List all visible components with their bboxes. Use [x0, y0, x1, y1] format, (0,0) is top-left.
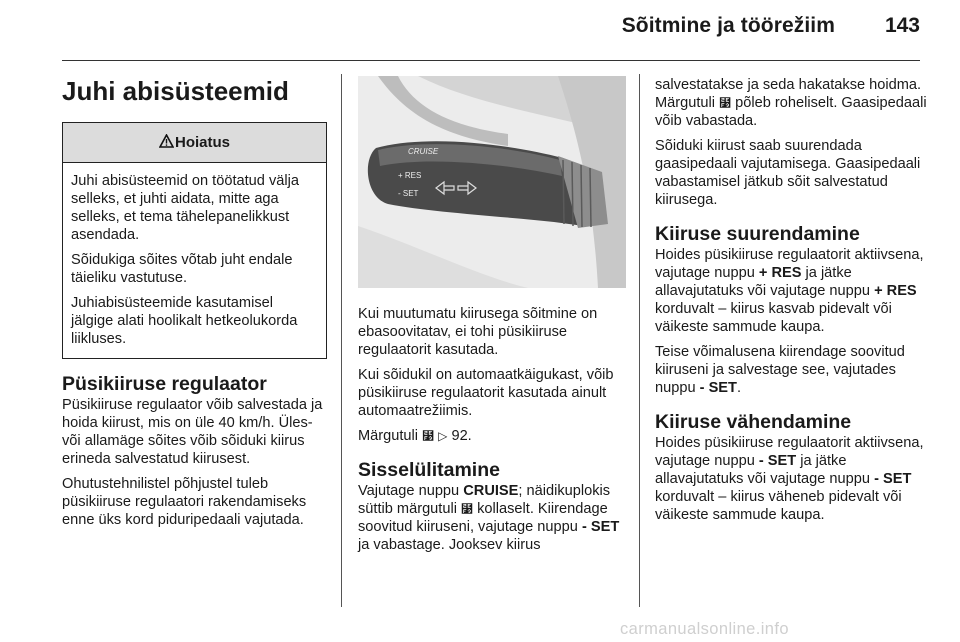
lever-label-cruise: CRUISE — [408, 147, 439, 156]
page-number: 143 — [884, 14, 920, 37]
cruise-paragraph-2: Ohutustehnilistel põhjustel tuleb püsikiiruse regulaatori rakendamiseks enne üks kord piduripedaali vajutada. — [62, 476, 307, 528]
decrease-paragraph: Hoides püsikiiruse regulaatorit aktiivsena, vajutage nuppu - SET ja jätke allavajutatuks või vajutage nuppu - SET korduvalt – kiirus väheneb pidevalt või väikeste sammude kaupa. — [655, 435, 924, 523]
col2-paragraph-3: Märgutuli ⻹ ▷ 92. — [358, 428, 472, 444]
warning-text-3: Juhiabisüsteemide kasutamisel jälgige alati hoolikalt hetkeolukorda liikluses. — [71, 295, 298, 347]
increase-paragraph-2: Teise võimalusena kiirendage soovitud kiiruseni ja salvestage see, vajutades nuppu - SET. — [655, 344, 905, 396]
section-heading-driver-assist: Juhi abisüsteemid — [62, 76, 289, 106]
section-heading-increase-speed: Kiiruse suurendamine — [655, 223, 860, 245]
col3-paragraph-2: Sõiduki kiirust saab suurendada gaasipedaali vajutamisega. Gaasipedaali vabastamisel jätkub sõit salvestatud kiirusega. — [655, 138, 921, 208]
column-divider-left — [341, 74, 342, 607]
column-1 — [62, 74, 327, 536]
warning-text-2: Sõidukiga sõites võtab juht endale täieliku vastutuse. — [71, 252, 293, 286]
column-2 — [358, 76, 626, 561]
lever-label-res: + RES — [398, 171, 422, 180]
set-button-label: - SET — [758, 453, 797, 469]
column-divider-right — [639, 74, 640, 607]
set-button-label: - SET — [581, 519, 620, 535]
warning-triangle-icon — [159, 123, 174, 162]
warning-box — [62, 122, 327, 359]
activation-paragraph: Vajutage nuppu CRUISE; näidikuplokis süttib märgutuli ⻹ kollaselt. Kiirendage soovitud kiiruseni, vajutage nuppu - SET ja vabastage. Jooksev kiirus — [358, 483, 620, 553]
cruise-paragraph-1: Püsikiiruse regulaator võib salvestada ja hoida kiirust, mis on üle 40 km/h. Üles- või allamäge sõites võib sõiduki kiirus erineda salvestatud kiirusest. — [62, 397, 323, 467]
section-heading-cruise-control: Püsikiiruse regulaator — [62, 373, 267, 395]
warning-title: Hoiatus — [174, 134, 230, 151]
res-button-label: + RES — [874, 283, 917, 299]
col2-paragraph-1: Kui muutumatu kiirusega sõitmine on ebasoovitatav, ei tohi püsikiiruse regulaatorit kasutada. — [358, 306, 598, 358]
cruise-control-lamp-icon: ⻹ — [422, 429, 435, 443]
increase-paragraph-1: Hoides püsikiiruse regulaatorit aktiivsena, vajutage nuppu + RES ja jätke allavajutatuks või vajutage nuppu + RES korduvalt – kiirus kasvab pidevalt või väikeste sammude kaupa. — [655, 247, 924, 335]
section-heading-activation: Sisselülitamine — [358, 459, 500, 481]
header-rule — [62, 60, 920, 61]
watermark: carmanualsonline.info — [620, 620, 789, 638]
cruise-control-lever-photo — [358, 76, 626, 288]
cruise-button-label: CRUISE — [463, 483, 519, 499]
section-heading-decrease-speed: Kiiruse vähendamine — [655, 411, 852, 433]
warning-header — [63, 123, 326, 163]
warning-text-1: Juhi abisüsteemid on töötatud välja selleks, et juhti aidata, mitte aga selleks, et tema tähelepanelikkust asendada. — [71, 173, 299, 243]
set-button-label: - SET — [874, 471, 912, 487]
page-reference-arrow-icon[interactable]: ▷ — [438, 429, 448, 443]
set-button-label: - SET — [699, 380, 737, 396]
res-button-label: + RES — [758, 265, 802, 281]
column-3 — [655, 76, 930, 531]
cruise-control-lamp-icon: ⻹ — [719, 96, 732, 110]
lever-label-set: - SET — [398, 189, 419, 198]
cruise-control-lamp-icon: ⻹ — [461, 502, 474, 516]
header-title: Sõitmine ja töörežiim — [621, 14, 835, 37]
col3-paragraph-1: salvestatakse ja seda hakatakse hoidma. Märgutuli ⻹ põleb roheliselt. Gaasipedaali võib vabastada. — [655, 77, 927, 129]
col2-paragraph-2: Kui sõidukil on automaatkäigukast, võib püsikiiruse regulaatorit kasutada ainult automaatrežiimis. — [358, 367, 614, 419]
